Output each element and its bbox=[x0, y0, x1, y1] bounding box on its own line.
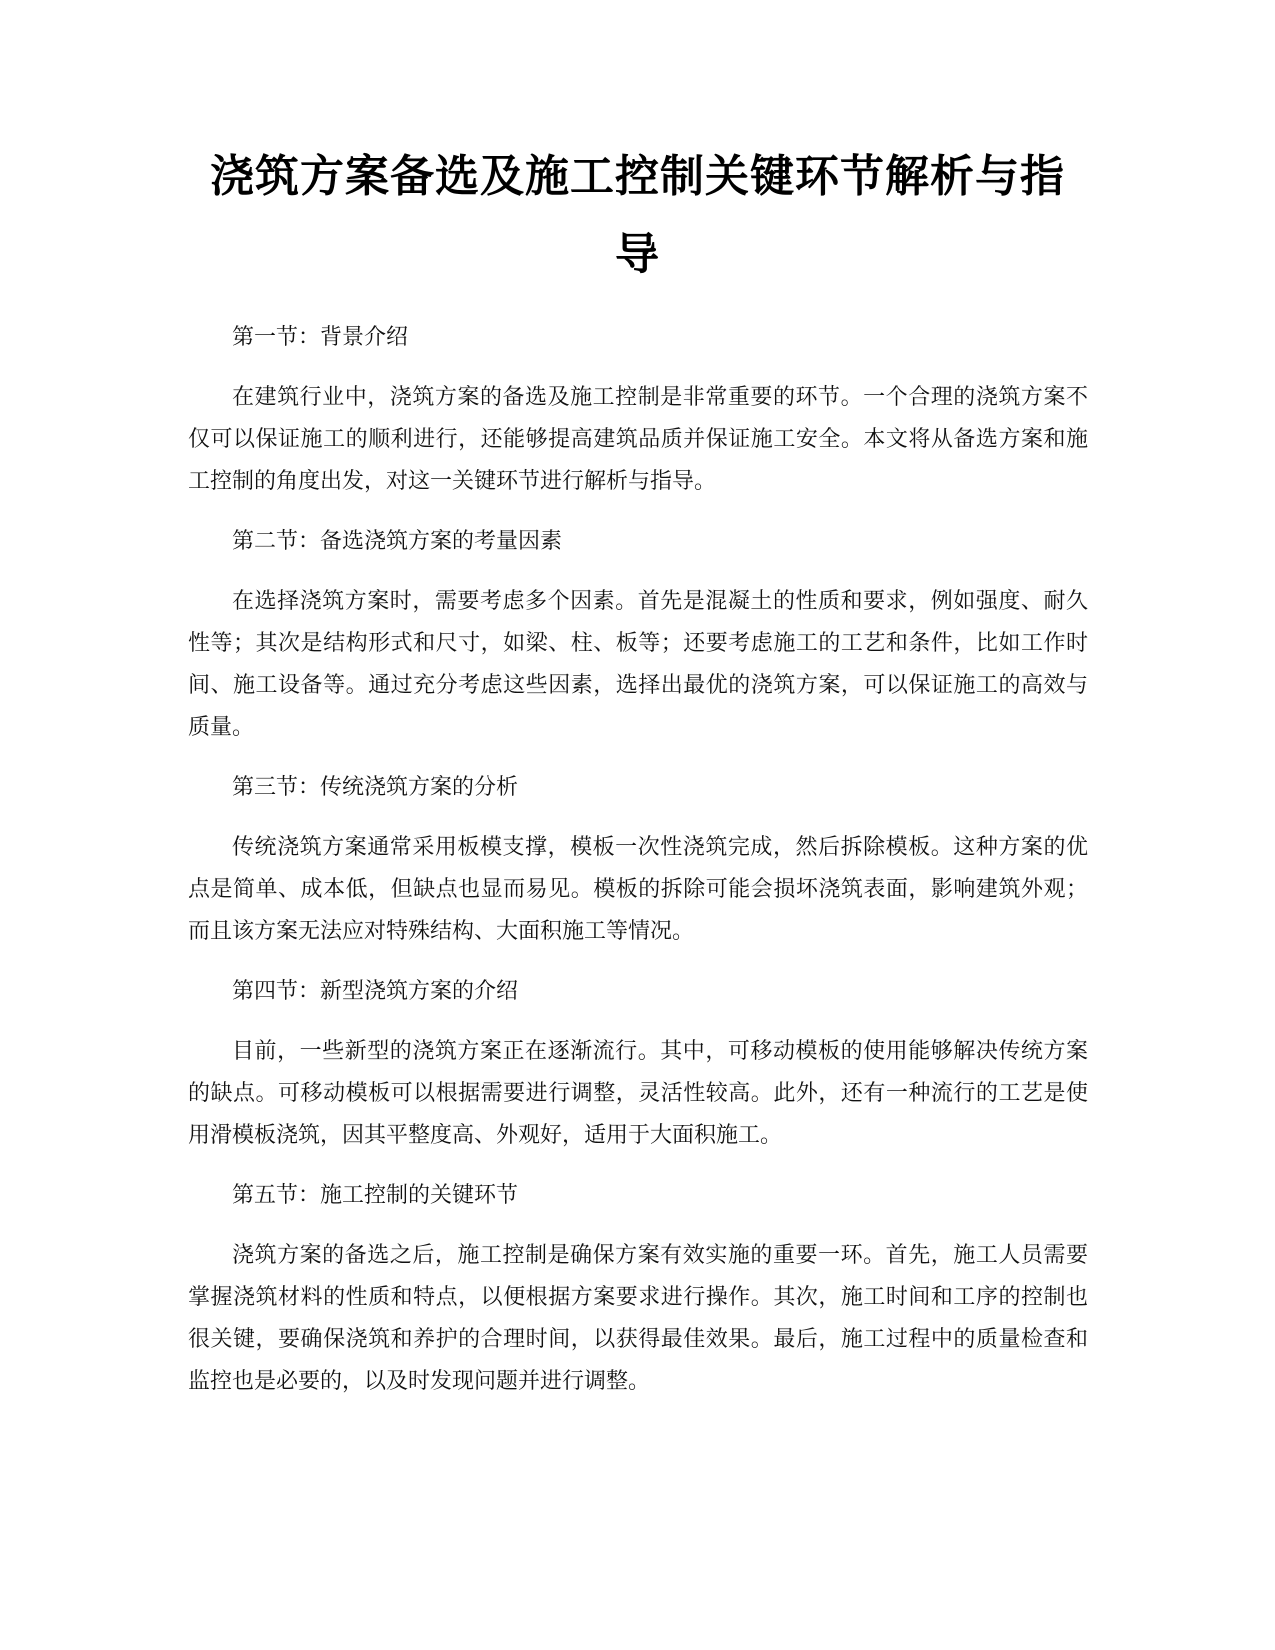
section-5-heading: 第五节：施工控制的关键环节 bbox=[232, 1183, 519, 1208]
section-2-paragraph: 在选择浇筑方案时，需要考虑多个因素。首先是混凝土的性质和要求，例如强度、耐久性等；其次是结构形式和尺寸，如梁、柱、板等；还要考虑施工的工艺和条件，比如工作时间、施工设备等。通过充分考虑这些因素，选择出最优的浇筑方案，可以保证施工的高效与质量。 bbox=[188, 589, 1088, 740]
section-1-heading: 第一节：背景介绍 bbox=[232, 325, 409, 350]
section-1-paragraph: 在建筑行业中，浇筑方案的备选及施工控制是非常重要的环节。一个合理的浇筑方案不仅可以保证施工的顺利进行，还能够提高建筑品质并保证施工安全。本文将从备选方案和施工控制的角度出发，对这一关键环节进行解析与指导。 bbox=[188, 385, 1088, 494]
document-body bbox=[188, 317, 1088, 1421]
section-4-heading: 第四节：新型浇筑方案的介绍 bbox=[232, 979, 519, 1004]
document-title: 浇筑方案备选及施工控制关键环节解析与指导 bbox=[210, 151, 1065, 280]
section-3-heading: 第三节：传统浇筑方案的分析 bbox=[232, 775, 519, 800]
section-2-heading: 第二节：备选浇筑方案的考量因素 bbox=[232, 529, 563, 554]
section-5-paragraph: 浇筑方案的备选之后，施工控制是确保方案有效实施的重要一环。首先，施工人员需要掌握浇筑材料的性质和特点，以便根据方案要求进行操作。其次，施工时间和工序的控制也很关键，要确保浇筑和养护的合理时间，以获得最佳效果。最后，施工过程中的质量检查和监控也是必要的，以及时发现问题并进行调整。 bbox=[188, 1243, 1088, 1394]
section-4-paragraph: 目前，一些新型的浇筑方案正在逐渐流行。其中，可移动模板的使用能够解决传统方案的缺点。可移动模板可以根据需要进行调整，灵活性较高。此外，还有一种流行的工艺是使用滑模板浇筑，因其平整度高、外观好，适用于大面积施工。 bbox=[188, 1039, 1088, 1148]
section-3-paragraph: 传统浇筑方案通常采用板模支撑，模板一次性浇筑完成，然后拆除模板。这种方案的优点是简单、成本低，但缺点也显而易见。模板的拆除可能会损坏浇筑表面，影响建筑外观；而且该方案无法应对特殊结构、大面积施工等情况。 bbox=[188, 835, 1088, 944]
